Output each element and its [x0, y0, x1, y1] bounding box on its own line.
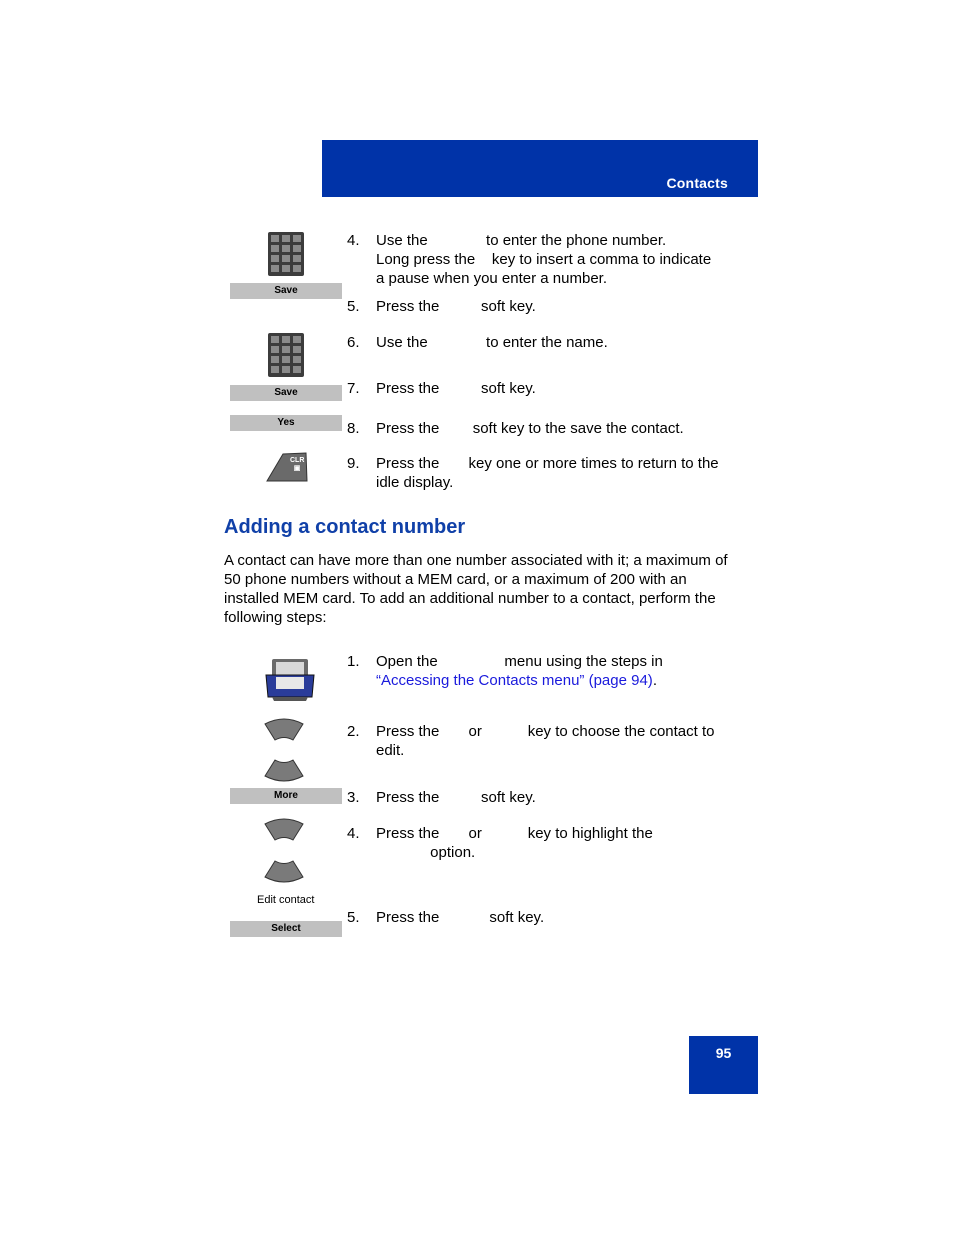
- phonebook-icon: [262, 653, 318, 703]
- header-bar: [322, 140, 758, 197]
- down-key-icon: [263, 756, 305, 782]
- step-line: edit.: [376, 742, 405, 759]
- step-number: 4.: [347, 232, 360, 249]
- step-number: 6.: [347, 334, 360, 351]
- step-line: [376, 671, 736, 690]
- step-text: [376, 824, 736, 862]
- step-number: 5.: [347, 298, 360, 315]
- keypad-icon: [268, 333, 304, 377]
- step-number: 4.: [347, 825, 360, 842]
- step-text: [376, 231, 736, 288]
- step-number: 2.: [347, 723, 360, 740]
- step-number: 5.: [347, 909, 360, 926]
- step-text: [376, 652, 736, 690]
- up-key-icon: [263, 718, 305, 744]
- yes-softkey: Yes: [230, 415, 342, 431]
- step-line: Open the menu using the steps in: [376, 653, 663, 670]
- step-text: Press the soft key to the save the contact.: [376, 420, 684, 437]
- step-text: Press the soft key.: [376, 909, 545, 926]
- header-title: Contacts: [666, 175, 728, 191]
- clr-key-glyph: ▣: [293, 465, 301, 472]
- more-softkey: More: [230, 788, 342, 804]
- step-number: 3.: [347, 789, 360, 806]
- page-number: 95: [715, 1045, 732, 1061]
- step-text: Press the soft key.: [376, 789, 536, 806]
- step-text: [376, 454, 736, 492]
- intro-paragraph: A contact can have more than one number associated with it; a maximum of 50 phone numbers without a MEM card, or a maximum of 200 with an installed MEM card. To add an additional number to a contact, perform the following steps:: [224, 552, 728, 626]
- step-line: a pause when you enter a number.: [376, 270, 607, 287]
- edit-contact-label: Edit contact: [257, 894, 315, 906]
- step-number: 7.: [347, 380, 360, 397]
- save-softkey: Save: [230, 385, 342, 401]
- accessing-contacts-link[interactable]: “Accessing the Contacts menu” (page 94): [376, 672, 653, 689]
- clr-key-label: CLR: [290, 457, 305, 464]
- up-key-icon: [263, 818, 305, 844]
- step-text: [376, 722, 736, 760]
- step-line: idle display.: [376, 474, 454, 491]
- page-number-box: [689, 1036, 758, 1094]
- step-line: Press the or key to choose the contact to: [376, 723, 715, 740]
- down-key-icon: [263, 857, 305, 883]
- step-line: Use the to enter the phone number.: [376, 232, 667, 249]
- step-line: Long press the key to insert a comma to indicate: [376, 251, 712, 268]
- save-softkey: Save: [230, 283, 342, 299]
- clr-key-icon: [265, 452, 309, 482]
- step-line: option.: [376, 844, 476, 861]
- keypad-icon: [268, 232, 304, 276]
- step-number: 8.: [347, 420, 360, 437]
- step-number: 1.: [347, 653, 360, 670]
- step-number: 9.: [347, 455, 360, 472]
- step-text: Press the soft key.: [376, 380, 536, 397]
- section-heading: Adding a contact number: [224, 516, 466, 538]
- step-text: Press the soft key.: [376, 298, 536, 315]
- select-softkey: Select: [230, 921, 342, 937]
- step-line: Press the key one or more times to return to the: [376, 455, 719, 472]
- link-suffix: .: [652, 672, 657, 689]
- step-line: Press the or key to highlight the: [376, 825, 653, 842]
- step-text: Use the to enter the name.: [376, 334, 608, 351]
